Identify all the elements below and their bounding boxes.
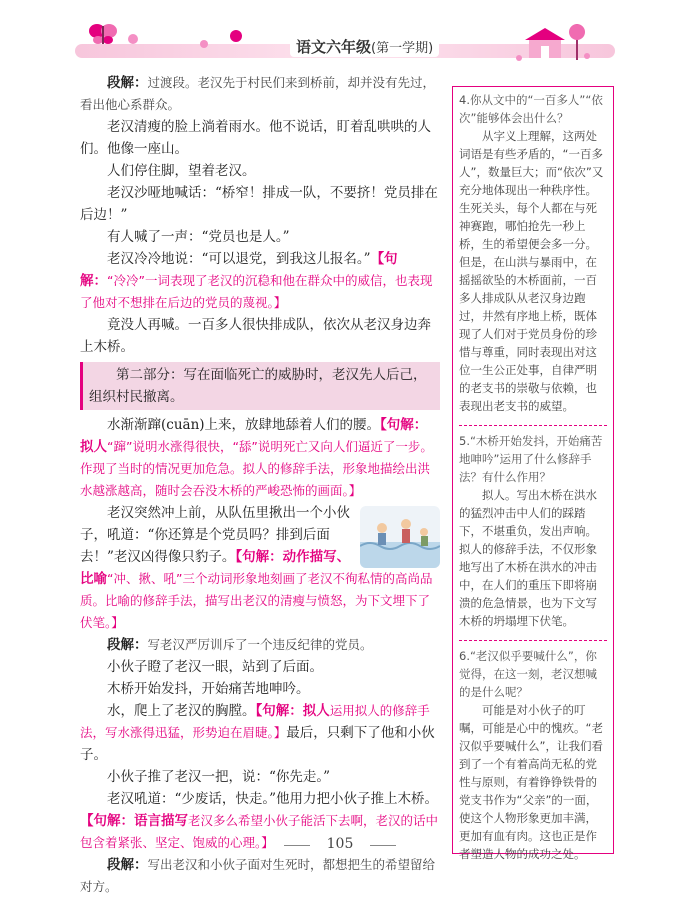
paragraph-text: 老汉突然冲上前，从队伍里揪出一个小伙子，吼道：“你还算是个党员吗？排到后面去！”老汉凶得像只豹子。: [80, 505, 350, 565]
paragraph: [80, 248, 440, 314]
divider: [459, 640, 607, 641]
sentence-note: “冷冷”一词表现了老汉的沉稳和他在群众中的威信，也表现了他对不想排在后边的党员的蔑视。】: [80, 273, 433, 310]
main-text-column: [80, 72, 440, 898]
sentence-note-label: 【句解：拟人: [80, 417, 428, 455]
paragraph-note: 写出老汉和小伙子面对生死时，都想把生的希望留给对方。: [80, 857, 436, 894]
question-5: 5.“木桥开始发抖，开始痛苦地呻吟”运用了什么修辞手法？有什么作用？: [459, 434, 603, 484]
paragraph: 小伙子瞪了老汉一眼，站到了后面。: [107, 659, 323, 675]
paragraph: 有人喊了一声：“党员也是人。”: [107, 229, 290, 245]
page-number: 105: [310, 836, 370, 852]
answer-6: 可能是对小伙子的叮嘱，可能是心中的愧疚。“老汉似乎要喊什么”，让我们看到了一个有着高尚无私的党性与原则，有着铮铮铁骨的党支书作为“父亲”的一面，使这个人物形象更加丰满，更加有血有肉。这也正是作者塑造人物的成功之处。: [459, 703, 603, 861]
answer-5: 拟人。写出木桥在洪水的猛烈冲击中人们的踩踏下，不堪重负，发出声响。拟人的修辞手法，不仅形象地写出了木桥在洪水的冲击中，在人们的重压下即将崩溃的危急情景，也为下文写木桥的坍塌埋下伏笔。: [459, 488, 597, 628]
sentence-note-label: 【句解：语言描写: [80, 813, 188, 829]
paragraph-note: 写老汉严厉训斥了一个违反纪律的党员。: [147, 637, 373, 652]
sentence-note-label: 【句解：拟人: [255, 703, 330, 719]
paragraph-note-label: 段解：: [107, 637, 148, 653]
paragraph: 木桥开始发抖，开始痛苦地呻吟。: [107, 681, 310, 697]
question-4: 4.你从文中的“一百多人”“依次”能够体会出什么？: [459, 93, 603, 125]
sentence-note: 运用拟人的修辞手法，写水涨得迅猛，形势迫在眉睫。】: [80, 703, 430, 740]
page-title: [290, 36, 439, 57]
paragraph-note-label: 段解：: [107, 75, 148, 91]
title-main: 语文六年级: [296, 38, 372, 56]
paragraph: 小伙子推了老汉一把，说：“你先走。”: [107, 769, 331, 785]
paragraph: 老汉清瘦的脸上淌着雨水。他不说话，盯着乱哄哄的人们。他像一座山。: [80, 119, 431, 157]
flower-icon: [200, 40, 208, 48]
butterfly-icon: [88, 22, 118, 46]
paragraph-text: 最后，只剩下了他和小伙子。: [80, 725, 435, 763]
paragraph: [80, 700, 440, 766]
house-icon: [515, 22, 595, 62]
title-sub: (第一学期): [371, 41, 434, 56]
sentence-note-label: 【句解：: [80, 251, 398, 289]
flower-icon: [230, 30, 242, 42]
paragraph-text: 水渐渐蹿(cuān)上来，放肆地舔着人们的腰。: [107, 417, 381, 433]
sentence-note: “蹿”说明水涨得很快，“舔”说明死亡又向人们逼近了一步。作现了当时的情况更加危急。拟人的修辞手法，形象地描绘出洪水越涨越高，随时会吞没木桥的严峻恐怖的画面。】: [80, 439, 433, 498]
sentence-note-label: 【句解：动作描写、比喻: [80, 549, 351, 587]
paragraph: 竟没人再喊。一百多人很快排成队，依次从老汉身边奔上木桥。: [80, 317, 431, 355]
paragraph: [80, 414, 440, 502]
paragraph-text: 水，爬上了老汉的胸膛。: [107, 703, 256, 719]
flood-illustration: [360, 506, 440, 568]
paragraph: 人们停住脚，望着老汉。: [107, 163, 256, 179]
paragraph-note: 过渡段。老汉先于村民们来到桥前，却并没有先过，看出他心系群众。: [80, 75, 436, 112]
divider: [459, 425, 607, 426]
sentence-note: “冲、揪、吼”三个动词形象地刻画了老汉不徇私情的高尚品质。比喻的修辞手法，描写出老汉的清瘦与愤怒，为下文埋下了伏笔。】: [80, 571, 433, 630]
question-sidebar: [452, 86, 614, 861]
paragraph: [80, 72, 440, 116]
paragraph-text: 老汉冷冷地说：“可以退党，到我这儿报名。”: [107, 251, 371, 267]
sentence-note: 老汉多么希望小伙子能活下去啊，老汉的话中包含着紧张、坚定、饱威的心理。】: [80, 813, 439, 850]
paragraph-text: 老汉吼道：“少废话，快走。”他用力把小伙子推上木桥。: [107, 791, 439, 807]
answer-4: 从字义上理解，这两处词语是有些矛盾的，“一百多人”，数量巨大；而“依次”又充分地体现出一种秩序性。生死关头，每个人都在与死神赛跑，哪怕抢先一秒上桥，生的希望便会多一分。但是，在山洪与暴雨中，在摇摇欲坠的木桥面前，一百多人排成队从老汉身边跑过，井然有序地上桥，既体现了人们对于党员身份的珍惜与尊重，同时表现出对这位一生公正处事，自律严明的老支书的崇敬与依赖，也表现出老支书的威望。: [459, 129, 604, 413]
paragraph-note-label: 段解：: [107, 857, 148, 873]
question-6: 6.“老汉似乎要喊什么”，你觉得，在这一刻，老汉想喊的是什么呢？: [459, 649, 597, 699]
flower-icon: [128, 34, 138, 44]
paragraph: [80, 634, 440, 656]
paragraph: 老汉沙哑地喊话：“桥窄！排成一队，不要挤！党员排在后边！”: [80, 185, 438, 223]
page-header: [0, 0, 689, 70]
paragraph: [80, 854, 440, 898]
section-banner: 第二部分：写在面临死亡的威胁时，老汉先人后己，组织村民撤离。: [80, 362, 440, 410]
